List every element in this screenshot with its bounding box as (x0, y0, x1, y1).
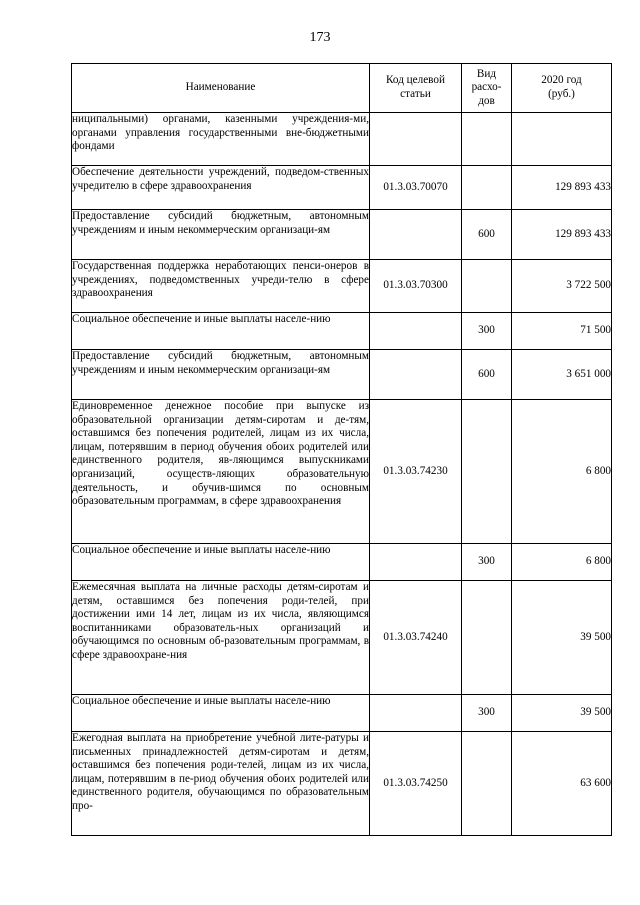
row-name-cell: Единовременное денежное пособие при выпуске из образовательной организации детям-сиротам и де-тям, оставшимся без попечения родителей, лицам из их числа, лицам, потерявшим в период обучения обоих родителей или единственного родителя, яв-ляющимся выпускниками организаций, осуществ-ляющих образовательную деятельность, и обучив-шимся по основным образовательным программам, в сфере здравоохранения (72, 400, 370, 544)
row-amount-cell: 3 722 500 (512, 260, 612, 313)
row-amount-cell: 63 600 (512, 732, 612, 836)
row-name-cell: Социальное обеспечение и иные выплаты населе-нию (72, 313, 370, 350)
row-code-cell (370, 113, 462, 166)
row-amount-cell (512, 113, 612, 166)
row-amount-cell: 6 800 (512, 400, 612, 544)
row-code-cell (370, 350, 462, 400)
row-name-cell: ниципальными) органами, казенными учреждения-ми, органами управления государственными вне-бюджетными фондами (72, 113, 370, 166)
row-name-cell: Предоставление субсидий бюджетным, автономным учреждениям и иным некоммерческим организаци-ям (72, 350, 370, 400)
row-code-cell (370, 313, 462, 350)
header-name: Наименование (72, 64, 370, 113)
row-name-cell: Предоставление субсидий бюджетным, автономным учреждениям и иным некоммерческим организаци-ям (72, 210, 370, 260)
row-amount-cell: 129 893 433 (512, 210, 612, 260)
row-type-cell: 600 (462, 350, 512, 400)
row-amount-cell: 39 500 (512, 581, 612, 695)
row-amount-cell: 129 893 433 (512, 166, 612, 210)
header-amount: 2020 год (руб.) (512, 64, 612, 113)
row-code-cell (370, 695, 462, 732)
row-type-cell (462, 113, 512, 166)
row-type-cell (462, 581, 512, 695)
page-number: 173 (309, 30, 331, 45)
row-name-cell: Обеспечение деятельности учреждений, подведом-ственных учредителю в сфере здравоохранения (72, 166, 370, 210)
table-row (72, 313, 612, 350)
table-row (72, 400, 612, 544)
row-code-cell: 01.3.03.70070 (370, 166, 462, 210)
table-row (72, 260, 612, 313)
row-type-cell (462, 260, 512, 313)
table-header-row (72, 64, 612, 113)
table-row (72, 350, 612, 400)
table-body (72, 113, 612, 836)
table-row (72, 166, 612, 210)
row-amount-cell: 71 500 (512, 313, 612, 350)
row-type-cell (462, 732, 512, 836)
row-code-cell: 01.3.03.74240 (370, 581, 462, 695)
row-amount-cell: 3 651 000 (512, 350, 612, 400)
row-type-cell: 600 (462, 210, 512, 260)
row-type-cell: 300 (462, 544, 512, 581)
row-type-cell: 300 (462, 313, 512, 350)
table-row (72, 210, 612, 260)
row-name-cell: Ежегодная выплата на приобретение учебной лите-ратуры и письменных принадлежностей детям-сиротам и детям, оставшимся без попечения роди-телей, лицам из их числа, лицам, потерявшим в пе-риод обучения обоих родителей или единственного родителя, обучающимся по образовательным про- (72, 732, 370, 836)
table-row (72, 732, 612, 836)
table-row (72, 544, 612, 581)
row-code-cell (370, 210, 462, 260)
row-amount-cell: 6 800 (512, 544, 612, 581)
row-name-cell: Социальное обеспечение и иные выплаты населе-нию (72, 544, 370, 581)
row-name-cell: Государственная поддержка неработающих пенси-онеров в учреждениях, подведомственных учреди-телю в сфере здравоохранения (72, 260, 370, 313)
row-type-cell: 300 (462, 695, 512, 732)
header-code: Код целевой статьи (370, 64, 462, 113)
header-type: Вид расхо-дов (462, 64, 512, 113)
row-code-cell: 01.3.03.74250 (370, 732, 462, 836)
budget-table (71, 63, 612, 836)
row-code-cell (370, 544, 462, 581)
row-type-cell (462, 400, 512, 544)
row-name-cell: Социальное обеспечение и иные выплаты населе-нию (72, 695, 370, 732)
row-code-cell: 01.3.03.74230 (370, 400, 462, 544)
table-row (72, 113, 612, 166)
table-row (72, 581, 612, 695)
row-type-cell (462, 166, 512, 210)
row-name-cell: Ежемесячная выплата на личные расходы детям-сиротам и детям, оставшимся без попечения роди-телей, при достижении ими 14 лет, лицам из их числа, являющимся воспитанниками образователь-ных организаций и обучающимся по основным об-разовательным программам, в сфере здравоохране-ния (72, 581, 370, 695)
table-row (72, 695, 612, 732)
row-code-cell: 01.3.03.70300 (370, 260, 462, 313)
row-amount-cell: 39 500 (512, 695, 612, 732)
